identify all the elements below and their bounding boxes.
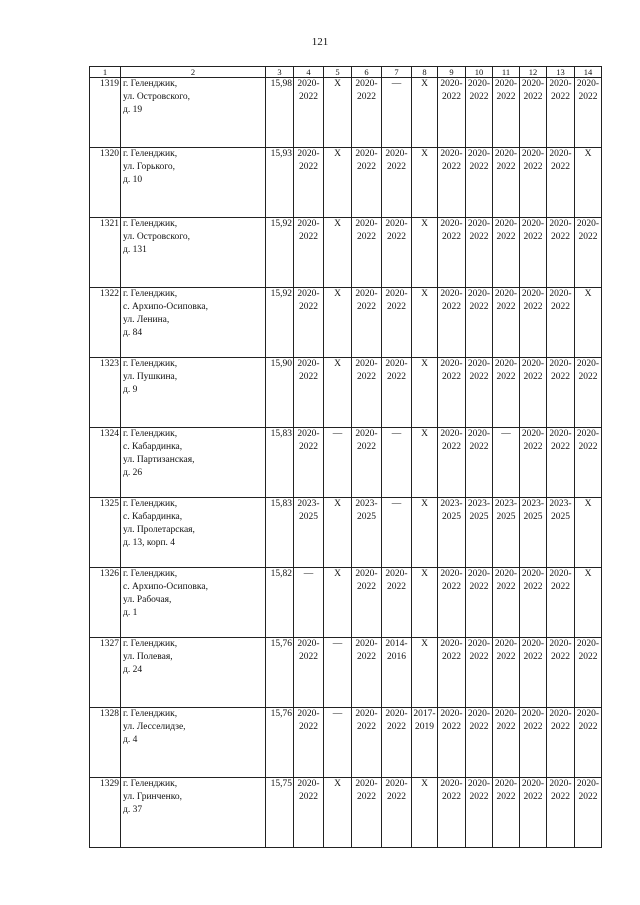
row-number-cell: 1321 xyxy=(90,218,121,288)
area-cell: 15,75 xyxy=(266,778,294,848)
address-cell: г. Геленджик, ул. Горького, д. 10 xyxy=(121,148,266,218)
table-row xyxy=(90,708,602,778)
header-row xyxy=(90,67,602,78)
table-row xyxy=(90,148,602,218)
year-cell: X xyxy=(575,498,602,568)
year-cell: 2020- 2022 xyxy=(520,78,547,148)
year-cell: 2020- 2022 xyxy=(382,218,412,288)
table-row xyxy=(90,218,602,288)
column-number-header: 11 xyxy=(493,67,520,78)
year-cell: X xyxy=(412,358,438,428)
year-cell: 2020- 2022 xyxy=(294,428,324,498)
year-cell: 2020- 2022 xyxy=(352,638,382,708)
address-cell: г. Геленджик, ул. Пушкина, д. 9 xyxy=(121,358,266,428)
year-cell: 2020- 2022 xyxy=(466,638,493,708)
column-number-header: 2 xyxy=(121,67,266,78)
address-cell: г. Геленджик, ул. Островского, д. 131 xyxy=(121,218,266,288)
column-number-header: 5 xyxy=(324,67,352,78)
column-number-header: 1 xyxy=(90,67,121,78)
year-cell: 2020- 2022 xyxy=(382,288,412,358)
year-cell: 2023- 2025 xyxy=(547,498,575,568)
table-row xyxy=(90,778,602,848)
row-number-cell: 1325 xyxy=(90,498,121,568)
year-cell: 2023- 2025 xyxy=(466,498,493,568)
year-cell: 2020- 2022 xyxy=(466,428,493,498)
column-number-header: 12 xyxy=(520,67,547,78)
year-cell: — xyxy=(382,498,412,568)
year-cell: X xyxy=(412,78,438,148)
table-body xyxy=(90,67,602,848)
year-cell: X xyxy=(324,218,352,288)
year-cell: 2020- 2022 xyxy=(294,638,324,708)
year-cell: 2020- 2022 xyxy=(438,428,466,498)
year-cell: — xyxy=(324,638,352,708)
year-cell: 2020- 2022 xyxy=(466,148,493,218)
address-cell: г. Геленджик, ул. Полевая, д. 24 xyxy=(121,638,266,708)
row-number-cell: 1328 xyxy=(90,708,121,778)
year-cell: X xyxy=(412,288,438,358)
year-cell: 2020- 2022 xyxy=(493,218,520,288)
year-cell: — xyxy=(324,708,352,778)
year-cell: 2020- 2022 xyxy=(547,638,575,708)
year-cell: 2023- 2025 xyxy=(352,498,382,568)
year-cell: X xyxy=(412,498,438,568)
row-number-cell: 1327 xyxy=(90,638,121,708)
year-cell: 2020- 2022 xyxy=(352,218,382,288)
year-cell: 2020- 2022 xyxy=(352,778,382,848)
year-cell: 2020- 2022 xyxy=(547,78,575,148)
table-row xyxy=(90,358,602,428)
area-cell: 15,92 xyxy=(266,288,294,358)
year-cell: X xyxy=(412,428,438,498)
year-cell: 2020- 2022 xyxy=(520,638,547,708)
column-number-header: 8 xyxy=(412,67,438,78)
year-cell: 2020- 2022 xyxy=(547,218,575,288)
year-cell: X xyxy=(324,568,352,638)
year-cell: X xyxy=(324,498,352,568)
area-cell: 15,82 xyxy=(266,568,294,638)
year-cell: 2020- 2022 xyxy=(438,358,466,428)
year-cell: 2020- 2022 xyxy=(294,708,324,778)
year-cell: 2020- 2022 xyxy=(575,638,602,708)
year-cell: 2020- 2022 xyxy=(547,428,575,498)
address-cell: г. Геленджик, с. Архипо-Осиповка, ул. Ленина, д. 84 xyxy=(121,288,266,358)
year-cell: 2020- 2022 xyxy=(466,78,493,148)
year-cell: — xyxy=(294,568,324,638)
address-cell: г. Геленджик, с. Архипо-Осиповка, ул. Рабочая, д. 1 xyxy=(121,568,266,638)
year-cell: 2020- 2022 xyxy=(294,778,324,848)
row-number-cell: 1324 xyxy=(90,428,121,498)
year-cell: 2020- 2022 xyxy=(352,148,382,218)
year-cell: 2020- 2022 xyxy=(547,568,575,638)
year-cell: 2020- 2022 xyxy=(547,708,575,778)
year-cell: X xyxy=(412,218,438,288)
year-cell: 2020- 2022 xyxy=(520,288,547,358)
year-cell: 2020- 2022 xyxy=(294,148,324,218)
year-cell: 2020- 2022 xyxy=(547,288,575,358)
year-cell: X xyxy=(324,778,352,848)
year-cell: 2020- 2022 xyxy=(294,358,324,428)
year-cell: 2020- 2022 xyxy=(493,148,520,218)
year-cell: 2020- 2022 xyxy=(352,428,382,498)
year-cell: 2020- 2022 xyxy=(547,778,575,848)
year-cell: 2020- 2022 xyxy=(438,638,466,708)
year-cell: 2020- 2022 xyxy=(547,358,575,428)
year-cell: X xyxy=(324,78,352,148)
column-number-header: 6 xyxy=(352,67,382,78)
page-number: 121 xyxy=(311,36,329,48)
year-cell: — xyxy=(493,428,520,498)
year-cell: 2020- 2022 xyxy=(575,358,602,428)
data-table xyxy=(89,66,602,848)
column-number-header: 4 xyxy=(294,67,324,78)
year-cell: 2020- 2022 xyxy=(493,568,520,638)
year-cell: X xyxy=(412,638,438,708)
table-row xyxy=(90,78,602,148)
area-cell: 15,92 xyxy=(266,218,294,288)
year-cell: X xyxy=(324,288,352,358)
year-cell: 2020- 2022 xyxy=(294,218,324,288)
year-cell: 2020- 2022 xyxy=(466,218,493,288)
year-cell: X xyxy=(575,568,602,638)
year-cell: 2020- 2022 xyxy=(382,148,412,218)
column-number-header: 10 xyxy=(466,67,493,78)
row-number-cell: 1326 xyxy=(90,568,121,638)
year-cell: 2020- 2022 xyxy=(466,708,493,778)
year-cell: 2020- 2022 xyxy=(438,148,466,218)
year-cell: 2020- 2022 xyxy=(382,568,412,638)
year-cell: 2020- 2022 xyxy=(294,78,324,148)
year-cell: — xyxy=(382,428,412,498)
year-cell: 2020- 2022 xyxy=(493,778,520,848)
year-cell: 2020- 2022 xyxy=(438,708,466,778)
row-number-cell: 1322 xyxy=(90,288,121,358)
row-number-cell: 1319 xyxy=(90,78,121,148)
year-cell: 2020- 2022 xyxy=(352,288,382,358)
area-cell: 15,76 xyxy=(266,708,294,778)
year-cell: 2020- 2022 xyxy=(493,358,520,428)
address-cell: г. Геленджик, ул. Лесселидзе, д. 4 xyxy=(121,708,266,778)
table-row xyxy=(90,288,602,358)
year-cell: 2020- 2022 xyxy=(382,358,412,428)
year-cell: — xyxy=(324,428,352,498)
year-cell: 2020- 2022 xyxy=(493,638,520,708)
table-row xyxy=(90,638,602,708)
table-row xyxy=(90,428,602,498)
year-cell: 2020- 2022 xyxy=(438,78,466,148)
year-cell: 2020- 2022 xyxy=(466,288,493,358)
address-cell: г. Геленджик, с. Кабардинка, ул. Пролетарская, д. 13, корп. 4 xyxy=(121,498,266,568)
address-cell: г. Геленджик, с. Кабардинка, ул. Партизанская, д. 26 xyxy=(121,428,266,498)
year-cell: 2020- 2022 xyxy=(520,428,547,498)
area-cell: 15,83 xyxy=(266,428,294,498)
year-cell: 2020- 2022 xyxy=(520,218,547,288)
year-cell: 2020- 2022 xyxy=(575,78,602,148)
year-cell: 2020- 2022 xyxy=(493,708,520,778)
year-cell: 2020- 2022 xyxy=(575,708,602,778)
column-number-header: 3 xyxy=(266,67,294,78)
year-cell: X xyxy=(324,148,352,218)
year-cell: 2023- 2025 xyxy=(493,498,520,568)
year-cell: 2020- 2022 xyxy=(438,218,466,288)
year-cell: 2020- 2022 xyxy=(493,78,520,148)
year-cell: 2020- 2022 xyxy=(493,288,520,358)
year-cell: X xyxy=(412,568,438,638)
year-cell: 2020- 2022 xyxy=(466,358,493,428)
year-cell: 2023- 2025 xyxy=(294,498,324,568)
column-number-header: 7 xyxy=(382,67,412,78)
address-cell: г. Геленджик, ул. Островского, д. 19 xyxy=(121,78,266,148)
year-cell: 2023- 2025 xyxy=(438,498,466,568)
year-cell: 2020- 2022 xyxy=(520,568,547,638)
column-number-header: 9 xyxy=(438,67,466,78)
area-cell: 15,93 xyxy=(266,148,294,218)
address-cell: г. Геленджик, ул. Гринченко, д. 37 xyxy=(121,778,266,848)
year-cell: 2020- 2022 xyxy=(438,288,466,358)
table-row xyxy=(90,498,602,568)
year-cell: 2020- 2022 xyxy=(466,568,493,638)
year-cell: X xyxy=(412,148,438,218)
year-cell: 2020- 2022 xyxy=(575,428,602,498)
table-row xyxy=(90,568,602,638)
area-cell: 15,76 xyxy=(266,638,294,708)
year-cell: 2020- 2022 xyxy=(520,708,547,778)
row-number-cell: 1323 xyxy=(90,358,121,428)
year-cell: — xyxy=(382,78,412,148)
year-cell: 2020- 2022 xyxy=(575,778,602,848)
row-number-cell: 1320 xyxy=(90,148,121,218)
year-cell: X xyxy=(575,288,602,358)
year-cell: 2020- 2022 xyxy=(352,568,382,638)
year-cell: X xyxy=(412,778,438,848)
year-cell: 2020- 2022 xyxy=(438,568,466,638)
year-cell: X xyxy=(575,148,602,218)
row-number-cell: 1329 xyxy=(90,778,121,848)
year-cell: 2020- 2022 xyxy=(382,708,412,778)
area-cell: 15,98 xyxy=(266,78,294,148)
year-cell: 2020- 2022 xyxy=(352,708,382,778)
year-cell: 2020- 2022 xyxy=(520,148,547,218)
year-cell: 2020- 2022 xyxy=(352,78,382,148)
year-cell: 2020- 2022 xyxy=(520,778,547,848)
year-cell: X xyxy=(324,358,352,428)
year-cell: 2020- 2022 xyxy=(382,778,412,848)
area-cell: 15,83 xyxy=(266,498,294,568)
year-cell: 2020- 2022 xyxy=(294,288,324,358)
year-cell: 2014- 2016 xyxy=(382,638,412,708)
year-cell: 2020- 2022 xyxy=(466,778,493,848)
year-cell: 2020- 2022 xyxy=(352,358,382,428)
area-cell: 15,90 xyxy=(266,358,294,428)
year-cell: 2020- 2022 xyxy=(575,218,602,288)
column-number-header: 13 xyxy=(547,67,575,78)
year-cell: 2020- 2022 xyxy=(547,148,575,218)
year-cell: 2023- 2025 xyxy=(520,498,547,568)
column-number-header: 14 xyxy=(575,67,602,78)
year-cell: 2020- 2022 xyxy=(438,778,466,848)
year-cell: 2017- 2019 xyxy=(412,708,438,778)
year-cell: 2020- 2022 xyxy=(520,358,547,428)
